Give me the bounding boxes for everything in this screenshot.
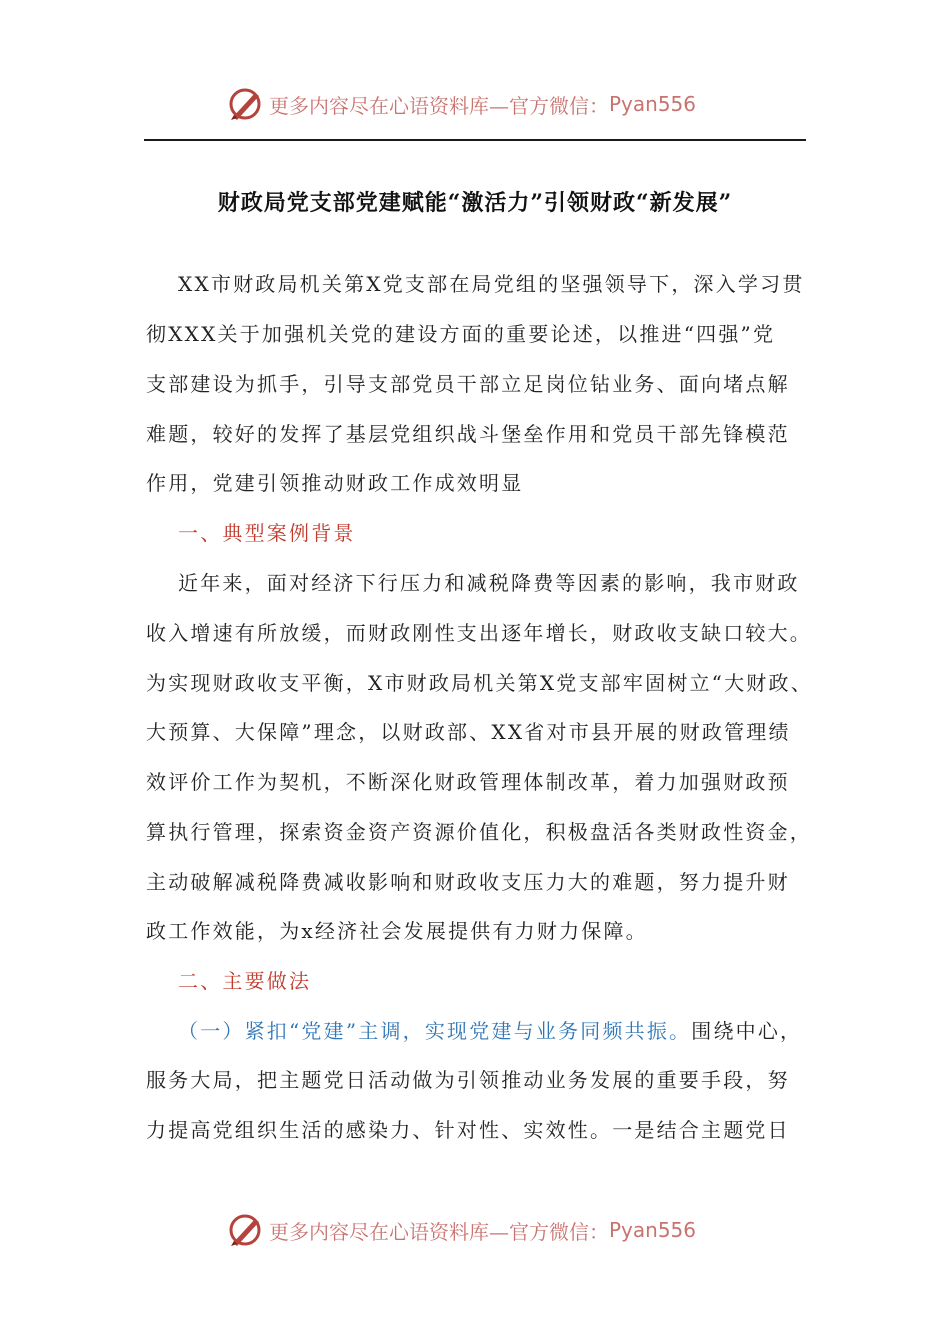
section2-heading: 二、主要做法	[178, 969, 312, 993]
watermark-text: 更多内容尽在心语资料库—官方微信：	[269, 1219, 609, 1244]
intro-line-4: 难题，较好的发挥了基层党组织战斗堡垒作用和党员干部先锋模范	[146, 422, 790, 446]
watermark-header	[225, 82, 696, 126]
section1-line-6: 算执行管理，探索资金资产资源价值化，积极盘活各类财政性资金，	[146, 820, 812, 844]
intro-line-5: 作用，党建引领推动财政工作成效明显	[146, 471, 524, 495]
watermark-wechat-id: Pyan556	[609, 1218, 697, 1242]
watermark-footer	[225, 1208, 696, 1252]
section2-line-2: 力提高党组织生活的感染力、针对性、实效性。一是结合主题党日	[146, 1118, 790, 1142]
document-title: 财政局党支部党建赋能“激活力”引领财政“新发展”	[217, 190, 733, 216]
section1-line-1: 近年来，面对经济下行压力和减税降费等因素的影响，我市财政	[178, 571, 800, 595]
pen-logo-icon	[225, 84, 265, 124]
intro-line-3: 支部建设为抓手，引导支部党员干部立足岗位钻业务、面向堵点解	[146, 372, 790, 396]
section2-subheading: （一）紧扣“党建”主调，实现党建与业务同频共振。	[178, 1019, 692, 1043]
pen-logo-icon	[225, 1210, 265, 1250]
watermark-text: 更多内容尽在心语资料库—官方微信：	[269, 93, 609, 118]
section1-line-2: 收入增速有所放缓，而财政刚性支出逐年增长，财政收支缺口较大。	[146, 621, 812, 645]
section1-line-7: 主动破解减税降费减收影响和财政收支压力大的难题，努力提升财	[146, 870, 790, 894]
intro-line-2: 彻XXX关于加强机关党的建设方面的重要论述，以推进“四强”党	[146, 322, 776, 346]
section2-line-1: 服务大局，把主题党日活动做为引领推动业务发展的重要手段，努	[146, 1068, 790, 1092]
section1-line-4: 大预算、大保障”理念，以财政部、XX省对市县开展的财政管理绩	[146, 720, 791, 744]
header-rule	[144, 139, 806, 141]
section1-line-8: 政工作效能，为x经济社会发展提供有力财力保障。	[146, 919, 648, 943]
intro-line-1: XX市财政局机关第X党支部在局党组的坚强领导下，深入学习贯	[178, 272, 805, 296]
section2-subheading-rest: 围绕中心，	[691, 1019, 803, 1043]
section1-heading: 一、典型案例背景	[178, 521, 356, 545]
watermark-wechat-id: Pyan556	[609, 92, 697, 116]
section1-line-3: 为实现财政收支平衡，X市财政局机关第X党支部牢固树立“大财政、	[146, 671, 813, 695]
section2-subheading-line	[178, 1017, 858, 1045]
section1-line-5: 效评价工作为契机，不断深化财政管理体制改革，着力加强财政预	[146, 770, 790, 794]
